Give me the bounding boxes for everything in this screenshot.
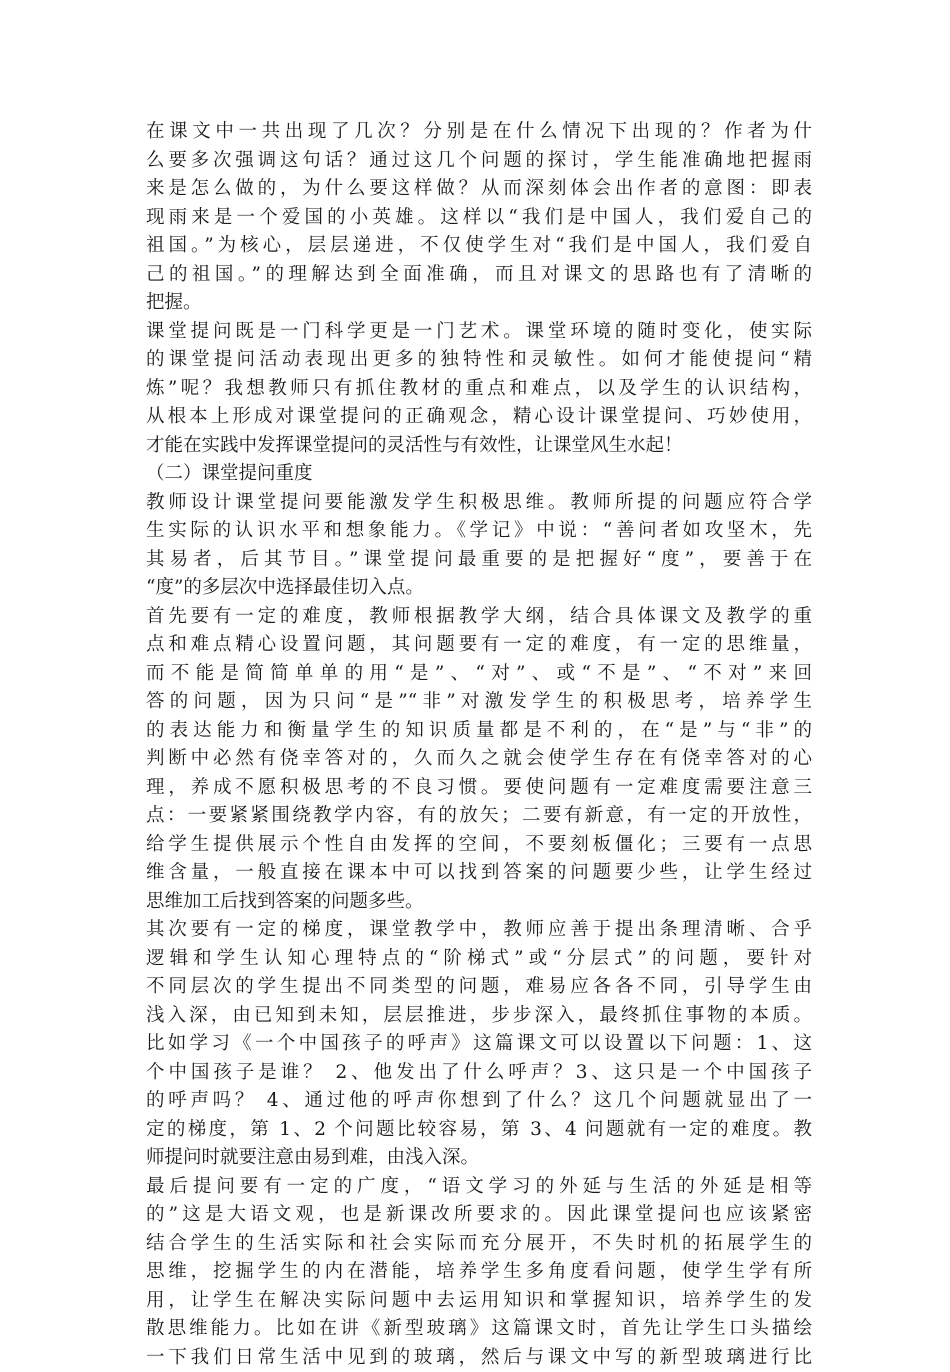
text-line: 的表达能力和衡量学生的知识质量都是不利的，在“是”与“非”的 bbox=[146, 717, 812, 746]
text-line: 的”这是大语文观，也是新课改所要求的。因此课堂提问也应该紧密 bbox=[146, 1201, 812, 1230]
text-line: 判断中必然有侥幸答对的，久而久之就会使学生存在有侥幸答对的心 bbox=[146, 745, 812, 774]
text-line: 点：一要紧紧围绕教学内容，有的放矢；二要有新意，有一定的开放性， bbox=[146, 802, 812, 831]
text-line: 不同层次的学生提出不同类型的问题，难易应各各不同，引导学生由 bbox=[146, 973, 812, 1002]
text-line: 思维，挖掘学生的内在潜能，培养学生多角度看问题，使学生学有所 bbox=[146, 1258, 812, 1287]
text-line: 祖国。”为核心，层层递进，不仅使学生对“我们是中国人，我们爱自 bbox=[146, 232, 812, 261]
section-heading: （二）课堂提问重度 bbox=[146, 460, 812, 489]
text-line: 答的问题，因为只问“是”“非”对激发学生的积极思考，培养学生 bbox=[146, 688, 812, 717]
text-line: 逻辑和学生认知心理特点的“阶梯式”或“分层式”的问题，要针对 bbox=[146, 945, 812, 974]
text-line: 生实际的认识水平和想象能力。《学记》中说：“善问者如攻坚木，先 bbox=[146, 517, 812, 546]
text-line: 结合学生的生活实际和社会实际而充分展开，不失时机的拓展学生的 bbox=[146, 1230, 812, 1259]
text-line: 来是怎么做的，为什么要这样做？从而深刻体会出作者的意图：即表 bbox=[146, 175, 812, 204]
text-line: 而不能是简简单单的用“是”、“对”、或“不是”、“不对”来回 bbox=[146, 660, 812, 689]
text-line: 在课文中一共出现了几次？分别是在什么情况下出现的？作者为什 bbox=[146, 118, 812, 147]
text-line: 的课堂提问活动表现出更多的独特性和灵敏性。如何才能使提问“精 bbox=[146, 346, 812, 375]
text-line: 课堂提问既是一门科学更是一门艺术。课堂环境的随时变化，使实际 bbox=[146, 318, 812, 347]
text-line: 给学生提供展示个性自由发挥的空间，不要刻板僵化；三要有一点思 bbox=[146, 831, 812, 860]
text-line: 现雨来是一个爱国的小英雄。这样以“我们是中国人，我们爱自己的 bbox=[146, 204, 812, 233]
text-line: 才能在实践中发挥课堂提问的灵活性与有效性，让课堂风生水起！ bbox=[146, 432, 812, 461]
text-line: 其次要有一定的梯度，课堂教学中，教师应善于提出条理清晰、合乎 bbox=[146, 916, 812, 945]
text-line: 用，让学生在解决实际问题中去运用知识和掌握知识，培养学生的发 bbox=[146, 1287, 812, 1316]
text-line: 个中国孩子是谁？ 2、他发出了什么呼声？3、这只是一个中国孩子 bbox=[146, 1059, 812, 1088]
text-line: 点和难点精心设置问题，其问题要有一定的难度，有一定的思维量， bbox=[146, 631, 812, 660]
text-line: 把握。 bbox=[146, 289, 812, 318]
text-line: 思维加工后找到答案的问题多些。 bbox=[146, 888, 812, 917]
text-line: 一下我们日常生活中见到的玻璃，然后与课文中写的新型玻璃进行比 bbox=[146, 1344, 812, 1372]
text-line: 比如学习《一个中国孩子的呼声》这篇课文可以设置以下问题：1、这 bbox=[146, 1030, 812, 1059]
text-line: 浅入深，由已知到未知，层层推进，步步深入，最终抓住事物的本质。 bbox=[146, 1002, 812, 1031]
text-line: “度”的多层次中选择最佳切入点。 bbox=[146, 574, 812, 603]
text-line: 从根本上形成对课堂提问的正确观念，精心设计课堂提问、巧妙使用， bbox=[146, 403, 812, 432]
document-body bbox=[146, 118, 812, 1372]
text-line: 维含量，一般直接在课本中可以找到答案的问题要少些，让学生经过 bbox=[146, 859, 812, 888]
text-line: 师提问时就要注意由易到难，由浅入深。 bbox=[146, 1144, 812, 1173]
text-line: 教师设计课堂提问要能激发学生积极思维。教师所提的问题应符合学 bbox=[146, 489, 812, 518]
text-line: 其易者，后其节目。”课堂提问最重要的是把握好“度”，要善于在 bbox=[146, 546, 812, 575]
text-line: 理，养成不愿积极思考的不良习惯。要使问题有一定难度需要注意三 bbox=[146, 774, 812, 803]
text-line: 定的梯度，第 1、2 个问题比较容易，第 3、4 问题就有一定的难度。教 bbox=[146, 1116, 812, 1145]
text-line: 么要多次强调这句话？通过这几个问题的探讨，学生能准确地把握雨 bbox=[146, 147, 812, 176]
text-line: 首先要有一定的难度，教师根据教学大纲，结合具体课文及教学的重 bbox=[146, 603, 812, 632]
text-line: 己的祖国。”的理解达到全面准确，而且对课文的思路也有了清晰的 bbox=[146, 261, 812, 290]
text-line: 炼”呢？我想教师只有抓住教材的重点和难点，以及学生的认识结构， bbox=[146, 375, 812, 404]
text-line: 散思维能力。比如在讲《新型玻璃》这篇课文时，首先让学生口头描绘 bbox=[146, 1315, 812, 1344]
text-line: 的呼声吗？ 4、通过他的呼声你想到了什么？这几个问题就显出了一 bbox=[146, 1087, 812, 1116]
text-line: 最后提问要有一定的广度，“语文学习的外延与生活的外延是相等 bbox=[146, 1173, 812, 1202]
